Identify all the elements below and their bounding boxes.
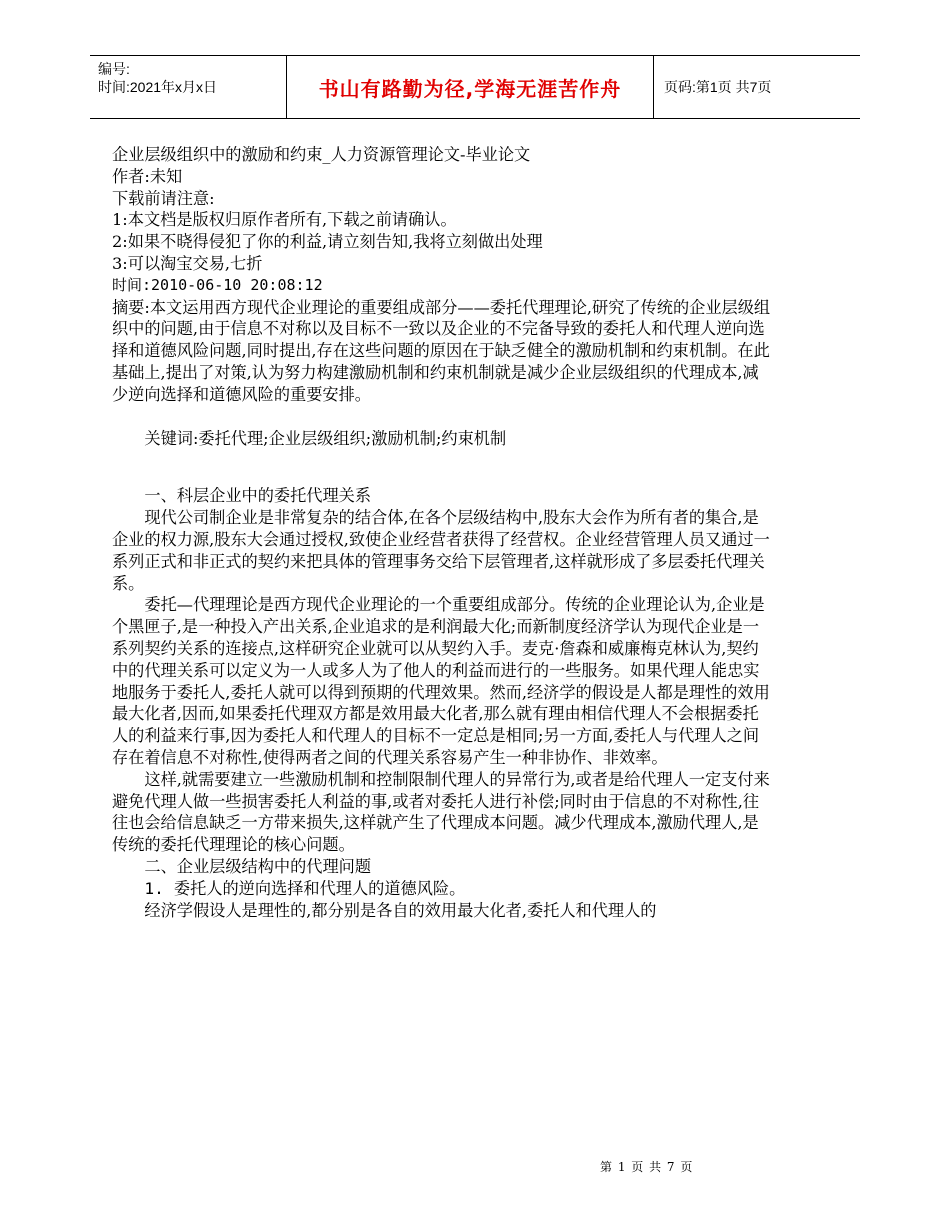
document-body [112,144,772,921]
section-heading-2: 二、企业层级结构中的代理问题 [144,856,372,876]
document-author: 作者:未知 [112,166,183,186]
body-paragraph-1: 现代公司制企业是非常复杂的结合体,在各个层级结构中,股东大会作为所有者的集合,是企业的权力源,股东大会通过授权,致使企业经营者获得了经营权。企业经营管理人员又通过一系列正式和非正式的契约来把具体的管理事务交给下层管理者,这样就形成了多层委托代理关系。 [112,508,770,593]
notice-item-3: 3:可以淘宝交易,七折 [112,253,263,273]
spacer [112,449,772,485]
notice-item-1: 1:本文档是版权归原作者所有,下载之前请确认。 [112,210,457,230]
notice-item-2: 2:如果不晓得侵犯了你的利益,请立刻告知,我将立刻做出处理 [112,232,543,252]
document-time: 时间:2010-06-10 20:08:12 [112,275,323,294]
item-text: 委托人的逆向选择和代理人的道德风险。 [173,878,466,898]
body-paragraph-3: 这样,就需要建立一些激励机制和控制限制代理人的异常行为,或者是给代理人一定支付来避免代理人做一些损害委托人利益的事,或者对委托人进行补偿;同时由于信息的不对称性,往往也会给信息缺乏一方带来损失,这样就产生了代理成本问题。减少代理成本,激励代理人,是传统的委托代理理论的核心问题。 [112,769,770,855]
body-paragraph-2: 委托—代理理论是西方现代企业理论的一个重要组成部分。传统的企业理论认为,企业是个黑匣子,是一种投入产出关系,企业追求的是利润最大化;而新制度经济学认为现代企业是一系列契约关系的连接点,这样研究企业就可以从契约入手。麦克·詹森和威廉梅克林认为,契约中的代理关系可以定义为一人或多人为了他人的利益而进行的一些服务。如果代理人能忠实地服务于委托人,委托人就可以得到预期的代理效果。然而,经济学的假设是人都是理性的效用最大化者,因而,如果委托代理双方都是效用最大化者,那么就有理由相信代理人不会根据委托人的利益来行事,因为委托人和代理人的目标不一定总是相同;另一方面,委托人与代理人之间存在着信息不对称性,使得两者之间的代理关系容易产生一种非协作、非效率。 [112,595,770,767]
item-number: 1. [144,878,164,898]
header-number-label: 编号: [98,61,130,77]
spacer [112,406,772,428]
abstract-paragraph: 摘要:本文运用西方现代企业理论的重要组成部分——委托代理理论,研究了传统的企业层级组织中的问题,由于信息不对称以及目标不一致以及企业的不完备导致的委托人和代理人逆向选择和道德风险问题,同时提出,存在这些问题的原因在于缺乏健全的激励机制和约束机制。在此基础上,提出了对策,认为努力构建激励机制和约束机制就是减少企业层级组织的代理成本,减少逆向选择和道德风险的重要安排。 [112,297,771,404]
header-time-label: 时间:2021年x月x日 [98,79,218,95]
page-header [90,55,860,119]
numbered-item-1 [112,878,772,900]
section-heading-1: 一、科层企业中的委托代理关系 [144,486,372,506]
document-title: 企业层级组织中的激励和约束_人力资源管理论文-毕业论文 [112,145,531,164]
header-motto: 书山有路勤为径,学海无涯苦作舟 [286,56,654,118]
header-meta [90,56,286,118]
keywords-line: 关键词:委托代理;企业层级组织;激励机制;约束机制 [144,428,507,448]
header-page-info: 页码:第1页 共7页 [664,79,772,95]
notice-heading: 下载前请注意: [112,188,215,208]
body-paragraph-4: 经济学假设人是理性的,都分别是各自的效用最大化者,委托人和代理人的 [144,900,657,920]
page-footer: 第 1 页 共 7 页 [600,1160,694,1174]
